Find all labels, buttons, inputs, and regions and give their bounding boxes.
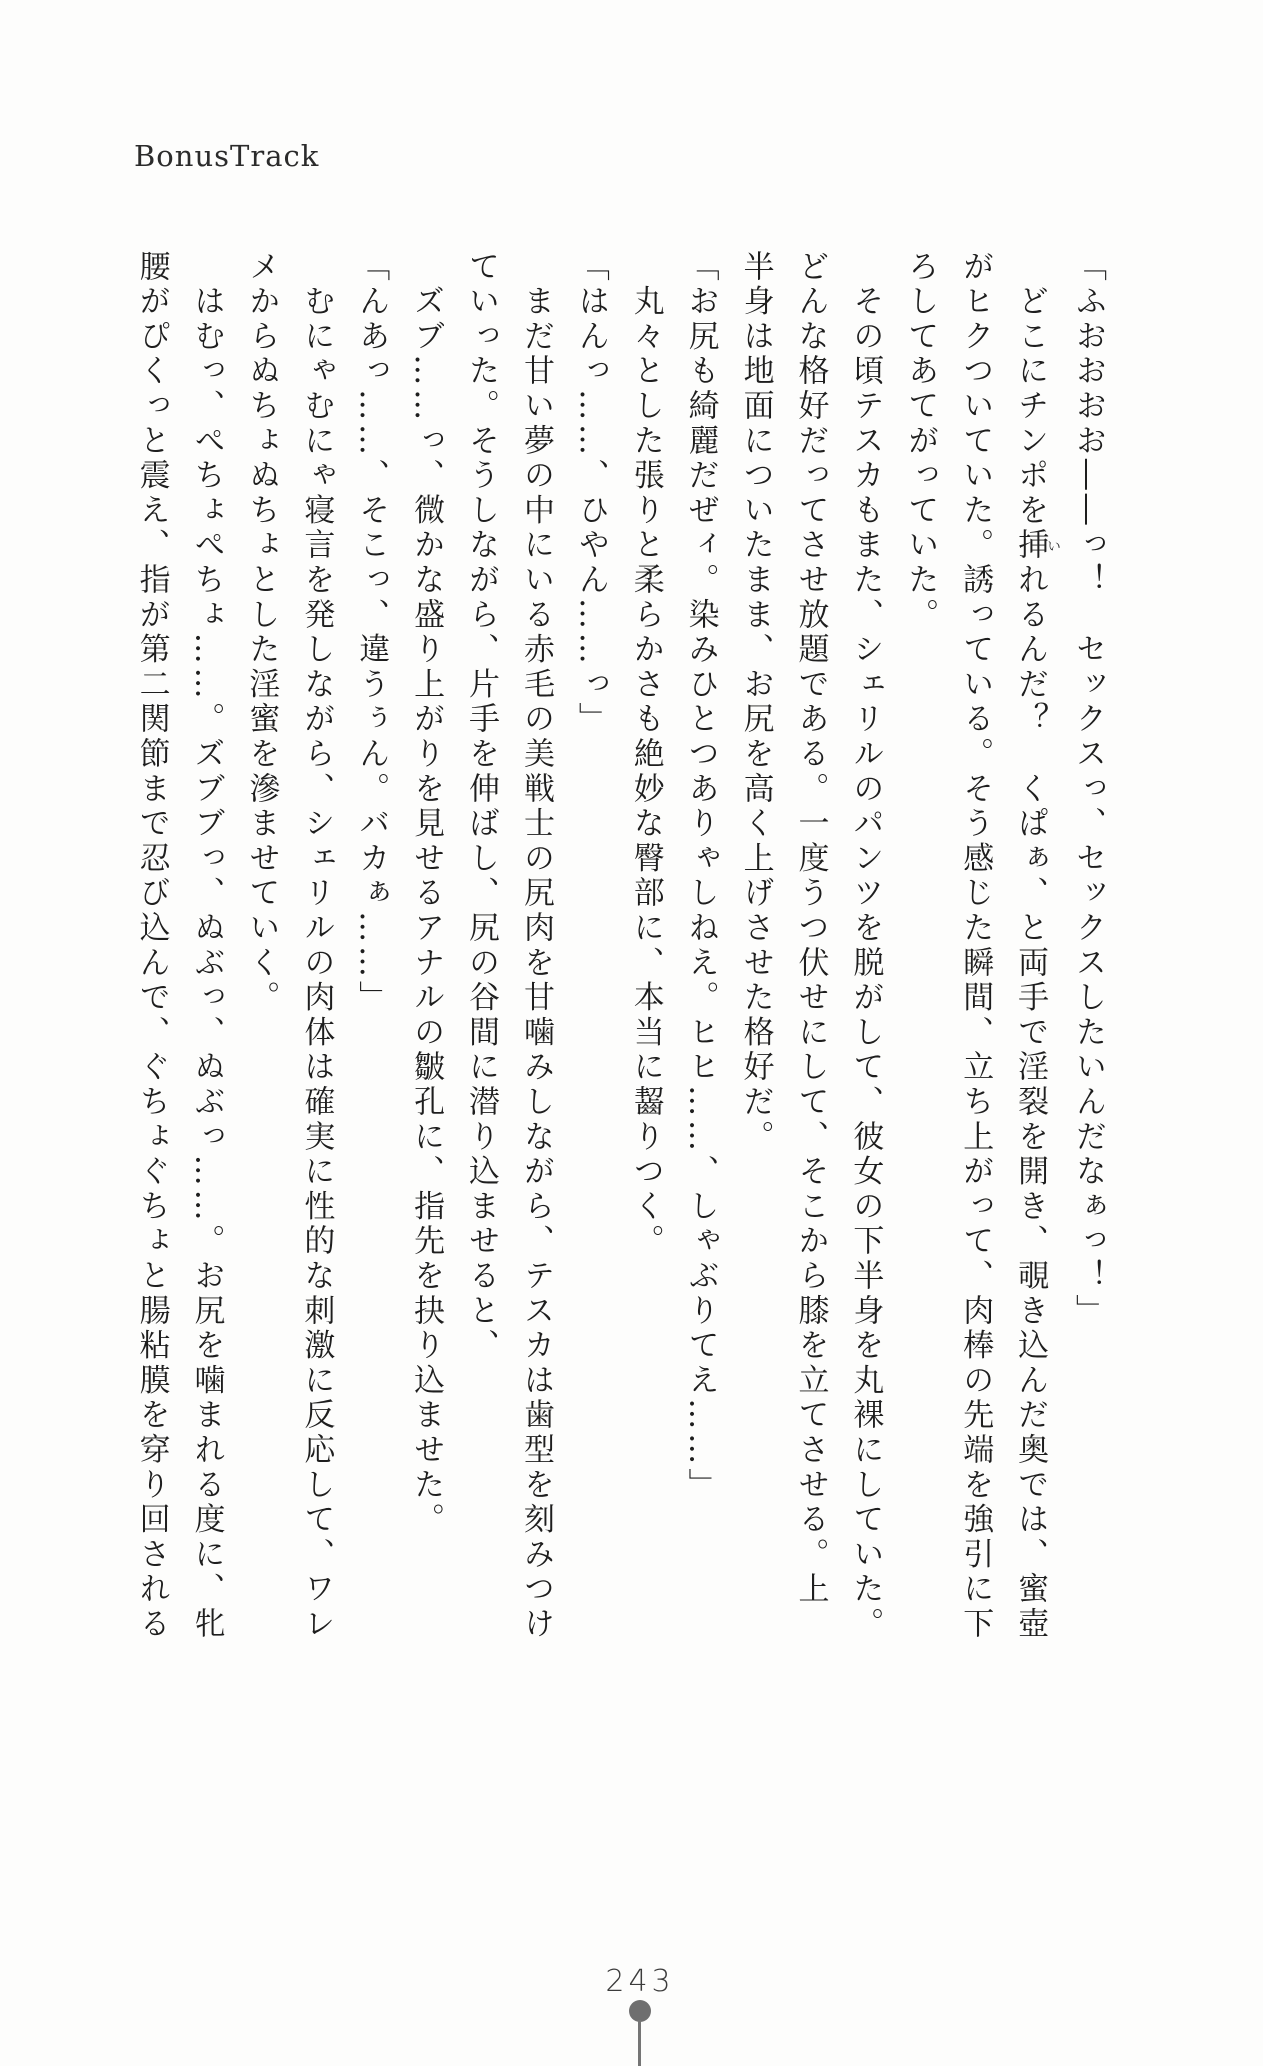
- body-text: [124, 250, 1115, 1650]
- footer-dot-ornament: [629, 2000, 651, 2022]
- text-line: ろしてあてがっていた。: [902, 250, 939, 633]
- text-line: ていった。そうしながら、片手を伸ばし、尻の谷間に潜り込ませると、: [463, 250, 500, 1364]
- text-line: 「お尻も綺麗だぜィ。染みひとつありゃしねえ。ヒヒ……、しゃぶりてえ……」: [682, 250, 719, 1503]
- text-line: 「んあっ……、そこっ、違うぅん。バカぁ……」: [353, 250, 390, 1016]
- page-number: 243: [605, 1964, 675, 1999]
- text-line: その頃テスカもまた、シェリルのパンツを脱がして、彼女の下半身を丸裸にしていた。: [847, 250, 884, 1642]
- text-line: ズブ……っ、微かな盛り上がりを見せるアナルの皺孔に、指先を抉り込ませた。: [408, 250, 445, 1538]
- text-line: 「はんっ……、ひやん……っ」: [572, 250, 609, 738]
- text-line: 腰がぴくっと震え、指が第二関節まで忍び込んで、ぐちょぐちょと腸粘膜を穿り回される: [133, 250, 170, 1642]
- text-line: メからぬちょぬちょとした淫蜜を滲ませていく。: [243, 250, 280, 1016]
- text-line: がヒクついていた。誘っている。そう感じた瞬間、立ち上がって、肉棒の先端を強引に下: [957, 250, 994, 1642]
- text-line: どんな格好だってさせ放題である。一度うつ伏せにして、そこから膝を立てさせる。上: [792, 250, 829, 1608]
- text-line: 半身は地面についたまま、お尻を高く上げさせた格好だ。: [737, 250, 774, 1155]
- text-line: どこにチンポを挿いれるんだ？ くぱぁ、と両手で淫裂を開き、覗き込んだ奥では、蜜壺: [1012, 250, 1062, 1643]
- text-line: 丸々とした張りと柔らかさも絶妙な臀部に、本当に齧りつく。: [627, 250, 664, 1260]
- text-line: まだ甘い夢の中にいる赤毛の美戦士の尻肉を甘噛みしながら、テスカは歯型を刻みつけ: [517, 250, 554, 1642]
- text-line: 「ふおおおお――っ！ セックスっ、セックスしたいんだなぁっ！」: [1070, 250, 1106, 1329]
- text-line: むにゃむにゃ寝言を発しながら、シェリルの肉体は確実に性的な刺激に反応して、ワレ: [298, 250, 335, 1642]
- footer-stem-line: [638, 2020, 641, 2066]
- text-line: はむっ、ぺちょぺちょ……。ズブブっ、ぬぶっ、ぬぶっ……。お尻を噛まれる度に、牝: [188, 250, 225, 1642]
- page-header-title: BonusTrack: [134, 139, 320, 173]
